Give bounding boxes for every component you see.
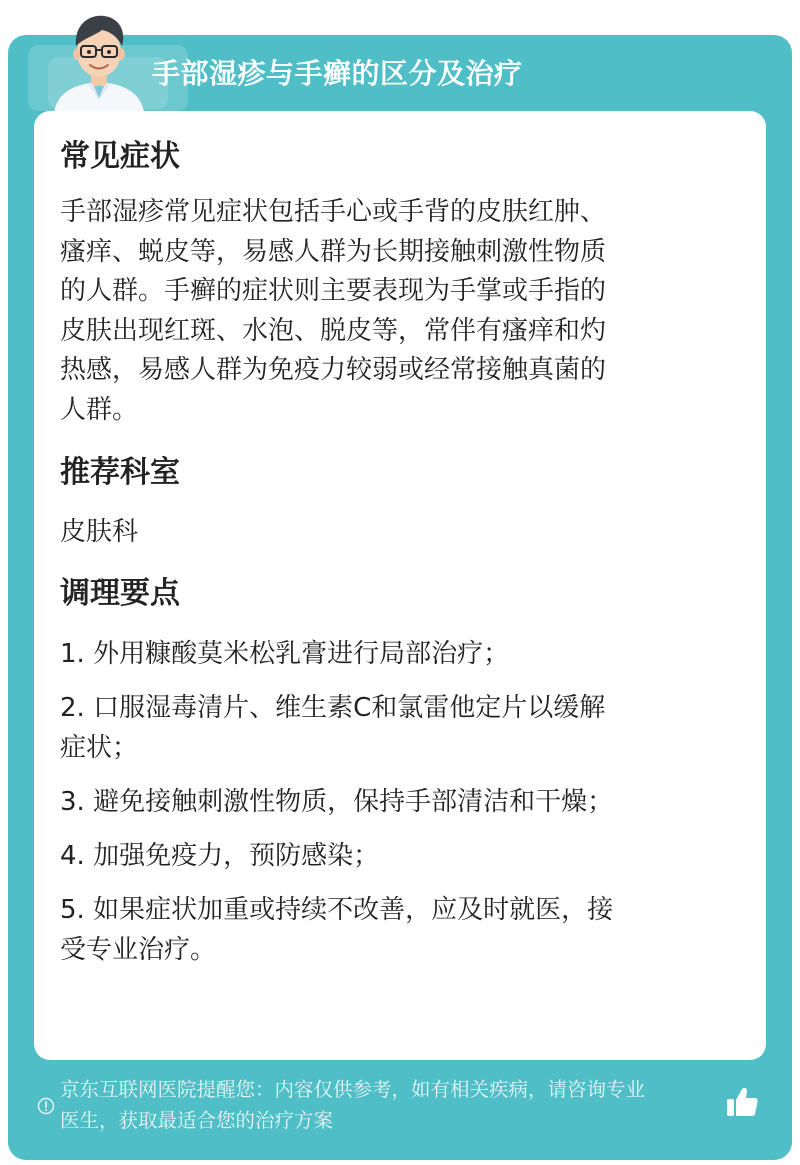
care-title: 调理要点: [60, 576, 180, 612]
list-item: 2. 口服湿毒清片、维生素C和氯雷他定片以缓解 症状；: [60, 693, 606, 764]
content-body: [34, 111, 766, 970]
thumbs-up-icon[interactable]: [724, 1084, 760, 1120]
symptoms-line: 人群。: [60, 394, 139, 425]
disclaimer-line: 京东互联网医院提醒您：内容仅供参考，如有相关疾病，请咨询专业: [60, 1078, 646, 1101]
department-text: 皮肤科: [60, 516, 139, 547]
info-icon: [37, 1097, 55, 1115]
department-title: 推荐科室: [60, 454, 180, 490]
care-list: [60, 634, 740, 970]
doctor-avatar-icon: [44, 8, 154, 112]
content-card: [34, 111, 766, 1060]
symptoms-line: 热感，易感人群为免疫力较弱或经常接触真菌的: [60, 355, 607, 386]
disclaimer: [60, 1074, 730, 1136]
disclaimer-line: 医生，获取最适合您的治疗方案: [60, 1109, 334, 1132]
symptoms-line: 手部湿疹常见症状包括手心或手背的皮肤红肿、: [60, 197, 607, 227]
list-item: 5. 如果症状加重或持续不改善，应及时就医，接 受专业治疗。: [60, 895, 614, 966]
symptoms-line: 瘙痒、蜕皮等，易感人群为长期接触刺激性物质: [60, 236, 607, 267]
symptoms-line: 皮肤出现红斑、水泡、脱皮等，常伴有瘙痒和灼: [60, 315, 607, 346]
symptoms-line: 的人群。手癣的症状则主要表现为手掌或手指的: [60, 276, 607, 307]
page-title: 手部湿疹与手癣的区分及治疗: [152, 57, 523, 90]
symptoms-title: 常见症状: [60, 139, 180, 174]
list-item: 3. 避免接触刺激性物质，保持手部清洁和干燥；: [60, 787, 614, 818]
list-item: 4. 加强免疫力，预防感染；: [60, 841, 380, 872]
list-item: 1. 外用糠酸莫米松乳膏进行局部治疗；: [60, 639, 510, 670]
